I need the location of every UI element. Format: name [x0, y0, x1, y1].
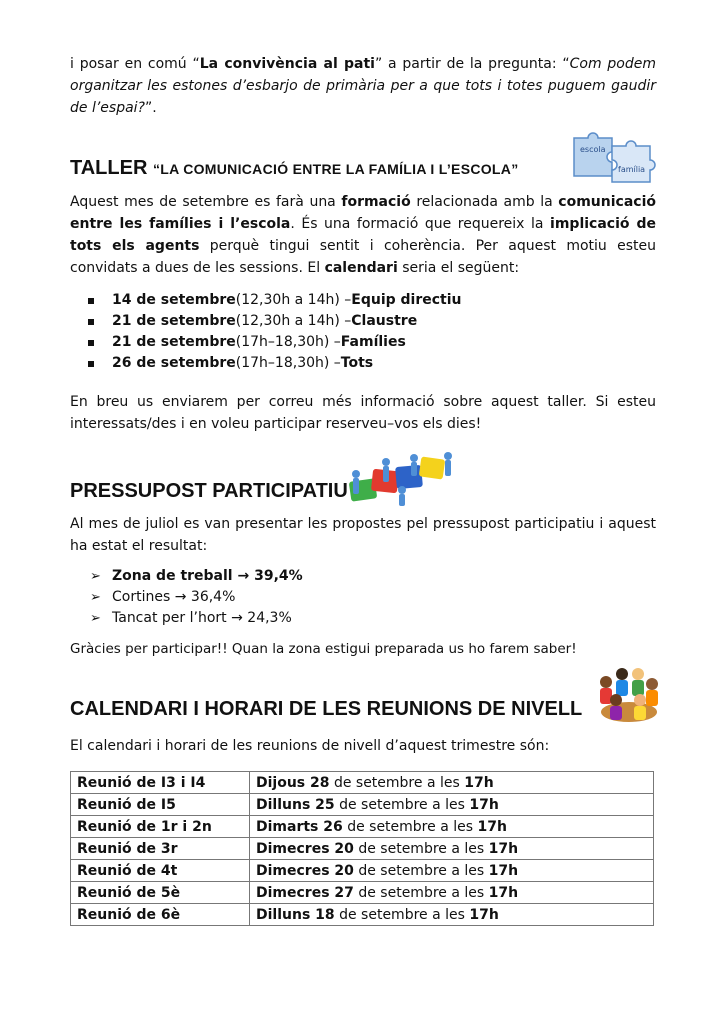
- list-item: ➢ Cortines → 36,4%: [90, 587, 303, 608]
- pressupost-paragraph: Al mes de juliol es van presentar les propostes pel pressupost participatiu i aquest ha estat el resultat:: [70, 516, 656, 554]
- table-row: [71, 882, 654, 904]
- table-cell-reunio: Reunió de I5: [71, 794, 250, 816]
- cell-hour: 17h: [488, 884, 519, 901]
- reunions-table: [70, 771, 654, 926]
- result-value: 39,4%: [254, 568, 303, 584]
- intro-text-1: i posar en comú “: [70, 56, 200, 72]
- table-cell-date: [250, 882, 654, 904]
- bullet-square-icon: [88, 361, 94, 367]
- cell-mid: de setembre a les: [342, 818, 478, 835]
- table-cell-reunio: Reunió de 5è: [71, 882, 250, 904]
- cell-hour: 17h: [488, 840, 519, 857]
- pressupost-closing: Gràcies per participar!! Quan la zona estigui preparada us ho farem saber!: [70, 641, 577, 657]
- session-date: 26 de setembre: [112, 355, 236, 371]
- cell-mid: de setembre a les: [353, 840, 489, 857]
- taller-title-big: TALLER: [70, 157, 148, 179]
- pressupost-results-list: [90, 566, 303, 629]
- children-meeting-circle-icon: [594, 662, 664, 730]
- cell-hour: 17h: [469, 796, 499, 813]
- session-time: (17h–18,30h) –: [235, 334, 341, 350]
- session-group: Tots: [340, 355, 374, 371]
- cell-mid: de setembre a les: [353, 884, 489, 901]
- bullet-square-icon: [88, 319, 94, 325]
- bullet-square-icon: [88, 298, 94, 304]
- taller-bold-4: calendari: [324, 260, 398, 276]
- taller-heading: [70, 156, 519, 181]
- intro-bold-topic: La convivència al pati: [199, 56, 375, 72]
- result-value: 24,3%: [247, 610, 292, 626]
- taller-text-3: . És una formació que requereix la: [290, 216, 551, 232]
- taller-text-1: Aquest mes de setembre es farà una: [70, 194, 342, 210]
- taller-bold-1: formació: [341, 194, 411, 210]
- session-time: (12,30h a 14h) –: [235, 292, 352, 308]
- cell-day: Dimecres 20: [256, 840, 354, 857]
- table-cell-date: [250, 772, 654, 794]
- list-item: [88, 290, 462, 311]
- arrow-bullet-icon: ➢: [90, 590, 101, 605]
- table-row: [71, 772, 654, 794]
- taller-text-4: perquè tingui sentit i coherència. Per aquest motiu esteu convidats a dues de les sessions. El: [70, 238, 657, 276]
- cell-hour: 17h: [469, 906, 499, 923]
- result-label: Zona de treball: [112, 568, 233, 584]
- table-cell-date: [250, 794, 654, 816]
- cell-day: Dimecres 20: [256, 862, 354, 879]
- cell-mid: de setembre a les: [353, 862, 489, 879]
- cell-hour: 17h: [488, 862, 519, 879]
- table-cell-reunio: Reunió de 1r i 2n: [71, 816, 250, 838]
- session-group: Equip directiu: [351, 292, 462, 308]
- result-label: Cortines: [112, 589, 171, 605]
- cell-day: Dijous 28: [256, 774, 330, 791]
- table-cell-reunio: Reunió de I3 i I4: [71, 772, 250, 794]
- result-label: Tancat per l’hort: [112, 610, 227, 626]
- arrow-bullet-icon: ➢: [90, 611, 101, 626]
- result-value: 36,4%: [190, 589, 236, 605]
- intro-text-2: ” a partir de la pregunta: “: [374, 56, 570, 72]
- cell-mid: de setembre a les: [329, 774, 465, 791]
- list-item: [88, 332, 462, 353]
- cell-mid: de setembre a les: [334, 906, 470, 923]
- session-date: 21 de setembre: [112, 313, 236, 329]
- session-time: (17h–18,30h) –: [235, 355, 341, 371]
- list-item: [88, 311, 462, 332]
- cell-day: Dilluns 18: [256, 906, 335, 923]
- taller-paragraph: [70, 191, 656, 279]
- list-item: ➢ Zona de treball → 39,4%: [90, 566, 303, 587]
- list-item: [88, 353, 462, 374]
- cell-mid: de setembre a les: [334, 796, 470, 813]
- cell-day: Dimecres 27: [256, 884, 354, 901]
- table-cell-reunio: Reunió de 4t: [71, 860, 250, 882]
- people-assembling-puzzle-icon: [342, 450, 466, 508]
- table-cell-date: [250, 816, 654, 838]
- table-row: [71, 794, 654, 816]
- taller-text-2: relacionada amb la: [410, 194, 559, 210]
- taller-bold-2: comunicació entre les famílies i l’escola: [70, 194, 656, 232]
- bullet-square-icon: [88, 340, 94, 346]
- session-group: Famílies: [340, 334, 406, 350]
- intro-paragraph: [70, 53, 656, 119]
- table-cell-date: [250, 904, 654, 926]
- session-date: 21 de setembre: [112, 334, 236, 350]
- table-row: [71, 816, 654, 838]
- arrow-bullet-icon: ➢: [90, 569, 101, 584]
- calendari-paragraph: El calendari i horari de les reunions de nivell d’aquest trimestre són:: [70, 738, 550, 754]
- session-time: (12,30h a 14h) –: [235, 313, 352, 329]
- session-group: Claustre: [351, 313, 418, 329]
- cell-day: Dimarts 26: [256, 818, 343, 835]
- intro-question: Com podem organitzar les estones d’esbarjo de primària per a que tots i totes puguem gaudir de l’espai?: [70, 56, 656, 116]
- list-item: ➢ Tancat per l’hort → 24,3%: [90, 608, 303, 629]
- calendari-heading: CALENDARI I HORARI DE LES REUNIONS DE NIVELL: [70, 698, 583, 720]
- table-cell-date: [250, 860, 654, 882]
- table-row: [71, 860, 654, 882]
- puzzle-pieces-icon: [570, 128, 660, 184]
- puzzle-label-familia: família: [618, 165, 646, 174]
- table-row: [71, 904, 654, 926]
- taller-title-small: “LA COMUNICACIÓ ENTRE LA FAMÍLIA I L’ESCOLA”: [152, 161, 519, 177]
- table-cell-date: [250, 838, 654, 860]
- table-cell-reunio: Reunió de 6è: [71, 904, 250, 926]
- table-cell-reunio: Reunió de 3r: [71, 838, 250, 860]
- cell-day: Dilluns 25: [256, 796, 335, 813]
- taller-bold-3: implicació de tots els agents: [70, 216, 657, 254]
- session-date: 14 de setembre: [112, 292, 236, 308]
- taller-text-5: seria el següent:: [397, 260, 520, 276]
- table-row: [71, 838, 654, 860]
- cell-hour: 17h: [464, 774, 494, 791]
- taller-closing: En breu us enviarem per correu més informació sobre aquest taller. Si esteu interessats/des i en voleu participar reserveu–vos els dies!: [70, 394, 656, 432]
- pressupost-heading: PRESSUPOST PARTICIPATIU: [70, 480, 348, 502]
- puzzle-label-escola: escola: [580, 145, 606, 154]
- taller-sessions-list: [88, 290, 462, 374]
- intro-text-3: ”.: [144, 100, 157, 116]
- cell-hour: 17h: [477, 818, 507, 835]
